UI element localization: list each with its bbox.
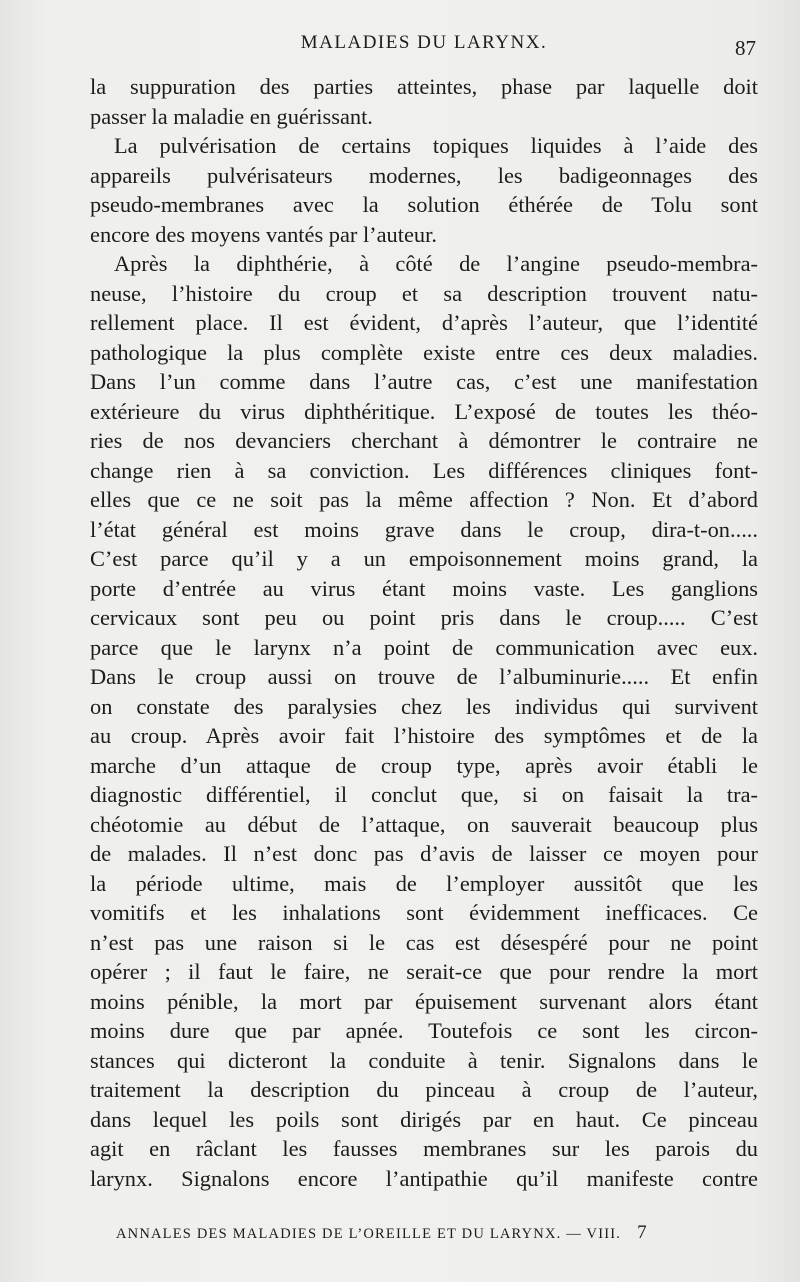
text-line: elles que ce ne soit pas la même affection ? Non. Et d’abord [90, 487, 758, 512]
text-line: appareils pulvérisateurs modernes, les badigeonnages des [90, 162, 758, 188]
text-line: rellement place. Il est évident, d’après l’auteur, que l’identité [90, 310, 758, 335]
text-line: moins dure que par apnée. Toutefois ce sont les circon- [90, 1018, 758, 1043]
text-line: de malades. Il n’est donc pas d’avis de laisser ce moyen pour [90, 841, 758, 866]
text-line: cervicaux sont peu ou point pris dans le croup..... C’est [90, 605, 758, 630]
text-line: pseudo-membranes avec la solution éthérée de Tolu sont [90, 192, 758, 217]
signature-mark: 7 [637, 1222, 647, 1243]
text-line: Après la diphthérie, à côté de l’angine pseudo-membra- [114, 251, 758, 276]
page-footer [116, 1222, 720, 1244]
text-line: la suppuration des parties atteintes, phase par laquelle doit [90, 74, 758, 99]
text-line: passer la maladie en guérissant. [90, 103, 373, 129]
text-line: encore des moyens vantés par l’auteur. [90, 221, 437, 247]
text-line: extérieure du virus diphthéritique. L’exposé de toutes les théo- [90, 398, 758, 424]
page-number: 87 [735, 36, 756, 60]
text-line: on constate des paralysies chez les individus qui survivent [90, 693, 758, 719]
running-title: MALADIES DU LARYNX. [300, 32, 548, 53]
text-line: l’état général est moins grave dans le croup, dira-t-on..... [90, 516, 758, 542]
text-line: larynx. Signalons encore l’antipathie qu’il manifeste contre [90, 1165, 758, 1191]
text-line: vomitifs et les inhalations sont évidemment inefficaces. Ce [90, 900, 758, 925]
text-line: marche d’un attaque de croup type, après avoir établi le [90, 752, 758, 778]
text-line: dans lequel les poils sont dirigés par en haut. Ce pinceau [90, 1106, 758, 1132]
text-line: La pulvérisation de certains topiques liquides à l’aide des [114, 133, 758, 158]
text-line: Dans le croup aussi on trouve de l’albuminurie..... Et enfin [90, 664, 758, 689]
body-text [90, 72, 758, 1193]
text-line: ries de nos devanciers cherchant à démontrer le contraire ne [90, 428, 758, 453]
text-line: traitement la description du pinceau à croup de l’auteur, [90, 1077, 758, 1102]
text-line: opérer ; il faut le faire, ne serait-ce que pour rendre la mort [90, 959, 758, 984]
text-line: la période ultime, mais de l’employer aussitôt que les [90, 870, 758, 896]
text-line: au croup. Après avoir fait l’histoire des symptômes et de la [90, 723, 758, 748]
text-line: diagnostic différentiel, il conclut que, si on faisait la tra- [90, 782, 758, 807]
text-line: change rien à sa conviction. Les différences cliniques font- [90, 457, 758, 483]
text-line: stances qui dicteront la conduite à tenir. Signalons dans le [90, 1047, 758, 1073]
text-line: Dans l’un comme dans l’autre cas, c’est une manifestation [90, 369, 758, 394]
text-line: chéotomie au début de l’attaque, on sauverait beaucoup plus [90, 811, 758, 837]
text-line: pathologique la plus complète existe entre ces deux maladies. [90, 339, 758, 365]
journal-signature-line: ANNALES DES MALADIES DE L’OREILLE ET DU LARYNX. — VIII. [116, 1226, 622, 1242]
text-line: C’est parce qu’il y a un empoisonnement moins grand, la [90, 546, 758, 571]
page-header [90, 32, 758, 62]
text-line: moins pénible, la mort par épuisement survenant alors étant [90, 988, 758, 1014]
text-line: parce que le larynx n’a point de communication avec eux. [90, 634, 758, 660]
text-line: n’est pas une raison si le cas est désespéré pour ne point [90, 929, 758, 955]
text-line: agit en râclant les fausses membranes sur les parois du [90, 1136, 758, 1161]
text-line: neuse, l’histoire du croup et sa description trouvent natu- [90, 280, 758, 306]
text-line: porte d’entrée au virus étant moins vaste. Les ganglions [90, 575, 758, 601]
